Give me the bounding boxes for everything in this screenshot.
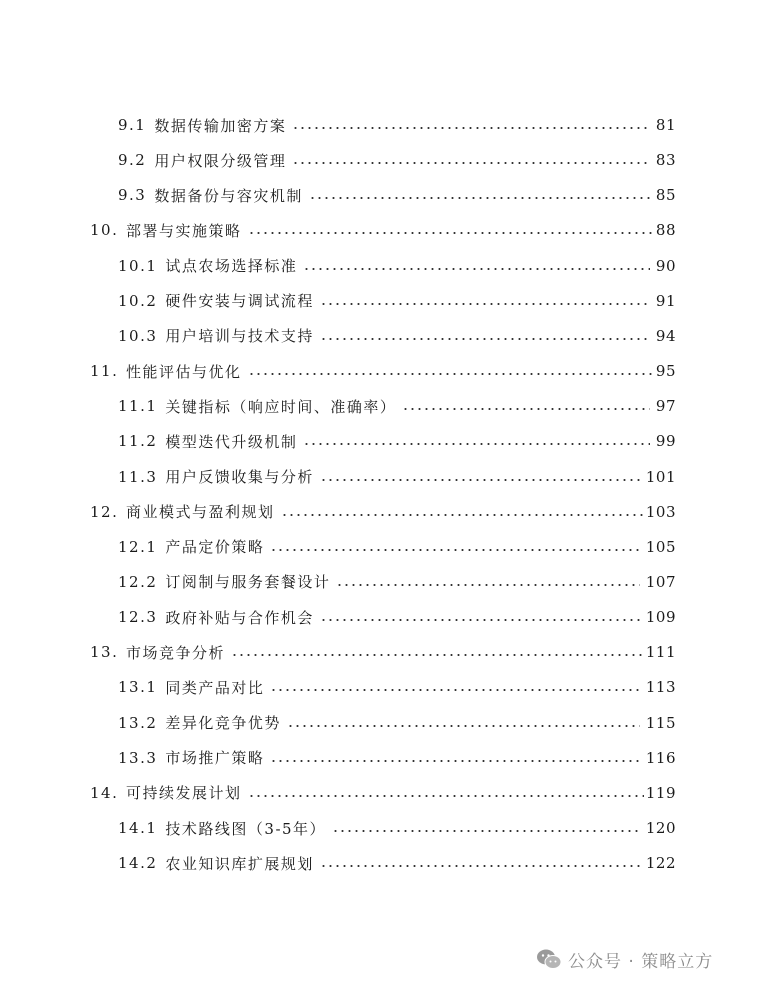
dot-leader [320,865,640,867]
toc-entry-title: 部署与实施策略 [126,221,242,240]
toc-entry-number: 11.1 [118,397,158,416]
toc-entry-title: 可持续发展计划 [126,784,242,803]
dot-leader [303,268,649,270]
dot-leader [320,479,640,481]
toc-entry-page: 101 [645,467,676,486]
toc-entry-title: 差异化竞争优势 [165,714,281,733]
dot-leader [320,338,650,340]
toc-entry-title: 产品定价策略 [165,538,265,557]
toc-chapter-entry[interactable] [90,359,676,383]
toc-entry-number: 11. [90,362,119,381]
toc-section-entry[interactable] [118,148,676,172]
toc-entry-page: 91 [655,291,676,310]
toc-entry-number: 14. [90,783,119,802]
dot-leader [248,232,654,234]
toc-entry-number: 13.1 [118,678,158,697]
toc-section-entry[interactable] [118,675,676,699]
toc-entry-title: 商业模式与盈利规划 [126,503,275,522]
toc-entry-page: 90 [655,256,676,275]
toc-entry-number: 10.3 [118,326,158,345]
toc-entry-page: 94 [655,326,676,345]
dot-leader [309,197,650,199]
toc-entry-title: 市场竞争分析 [126,643,226,662]
toc-section-entry[interactable] [118,324,676,348]
toc-entry-page: 83 [655,151,676,170]
toc-entry-page: 107 [645,572,676,591]
toc-section-entry[interactable] [118,535,676,559]
toc-entry-page: 120 [645,819,676,837]
toc-entry-number: 9.3 [118,186,147,205]
dot-leader [292,127,650,129]
toc-entry-title: 试点农场选择标准 [165,257,298,276]
dot-leader [270,549,639,551]
toc-entry-page: 116 [645,748,676,767]
toc-entry-title: 订阅制与服务套餐设计 [165,573,331,592]
toc-entry-title: 政府补贴与合作机会 [165,608,314,627]
toc-entry-title: 硬件安装与调试流程 [165,292,314,311]
toc-section-entry[interactable] [118,570,676,594]
toc-section-entry[interactable] [118,394,676,418]
dot-leader [292,162,650,164]
toc-chapter-entry[interactable] [90,781,676,805]
toc-entry-title: 同类产品对比 [165,678,265,697]
toc-entry-number: 12.3 [118,608,158,627]
toc-entry-title: 数据备份与容灾机制 [154,186,303,205]
toc-entry-title: 技术路线图（3-5年） [165,819,327,838]
toc-section-entry[interactable] [118,711,676,735]
dot-leader [270,760,639,762]
watermark [536,944,713,974]
dot-leader [402,408,649,410]
toc-entry-number: 12. [90,502,119,521]
toc-entry-page: 85 [655,186,676,205]
toc-entry-page: 122 [645,854,676,873]
toc-entry-title: 模型迭代升级机制 [165,432,298,451]
dot-leader [270,689,639,691]
toc-entry-title: 用户权限分级管理 [154,151,287,170]
toc-entry-number: 13. [90,643,119,662]
wechat-icon [536,948,562,970]
dot-leader [336,584,639,586]
toc-section-entry[interactable] [118,851,676,875]
toc-section-entry[interactable] [118,254,676,278]
toc-entry-page: 97 [655,397,676,416]
dot-leader [231,654,644,656]
toc-section-entry[interactable] [118,113,676,137]
toc-entry-title: 用户反馈收集与分析 [165,468,314,486]
toc-entry-number: 14.2 [118,854,158,873]
toc-entry-title: 用户培训与技术支持 [165,327,314,346]
toc-section-entry[interactable] [118,183,676,207]
toc-section-entry[interactable] [118,289,676,313]
dot-leader [320,619,640,621]
toc-entry-page: 111 [645,643,676,662]
toc-entry-number: 12.1 [118,537,158,556]
watermark-text: 公众号 · 策略立方 [568,951,714,972]
toc-section-entry[interactable] [118,605,676,629]
toc-entry-page: 115 [645,713,676,732]
toc-entry-title: 农业知识库扩展规划 [165,854,314,873]
toc-entry-page: 99 [655,432,676,451]
toc-section-entry[interactable] [118,465,676,489]
toc-entry-page: 113 [645,678,676,697]
dot-leader [248,373,654,375]
toc-entry-title: 数据传输加密方案 [154,116,287,135]
toc-entry-number: 10.2 [118,291,158,310]
toc-chapter-entry[interactable] [90,500,676,524]
toc-entry-page: 95 [655,362,676,381]
dot-leader [281,514,644,516]
toc-entry-number: 11.3 [118,467,158,486]
toc-chapter-entry[interactable] [90,218,676,242]
toc-section-entry[interactable] [118,746,676,770]
toc-section-entry[interactable] [118,816,676,840]
dot-leader [287,725,640,727]
toc-entry-number: 13.3 [118,748,158,767]
toc-section-entry[interactable] [118,429,676,453]
toc-entry-title: 市场推广策略 [165,749,265,768]
toc-entry-title: 性能评估与优化 [126,362,242,381]
toc-entry-page: 105 [645,537,676,556]
toc-entry-number: 9.1 [118,116,147,134]
toc-entry-page: 81 [655,116,676,134]
dot-leader [248,795,644,797]
dot-leader [320,303,650,305]
toc-chapter-entry[interactable] [90,640,676,664]
toc-entry-title: 关键指标（响应时间、准确率） [165,397,397,416]
toc-entry-number: 10.1 [118,256,158,275]
toc-entry-number: 14.1 [118,819,158,837]
toc-entry-page: 103 [645,502,676,521]
toc-entry-page: 88 [655,221,676,240]
toc-entry-page: 119 [645,783,676,802]
dot-leader [332,830,640,832]
toc-entry-page: 109 [645,608,676,627]
toc-entry-number: 13.2 [118,713,158,732]
toc-entry-number: 9.2 [118,151,147,170]
dot-leader [303,443,649,445]
toc-entry-number: 10. [90,221,119,240]
toc-entry-number: 12.2 [118,572,158,591]
toc-entry-number: 11.2 [118,432,158,451]
